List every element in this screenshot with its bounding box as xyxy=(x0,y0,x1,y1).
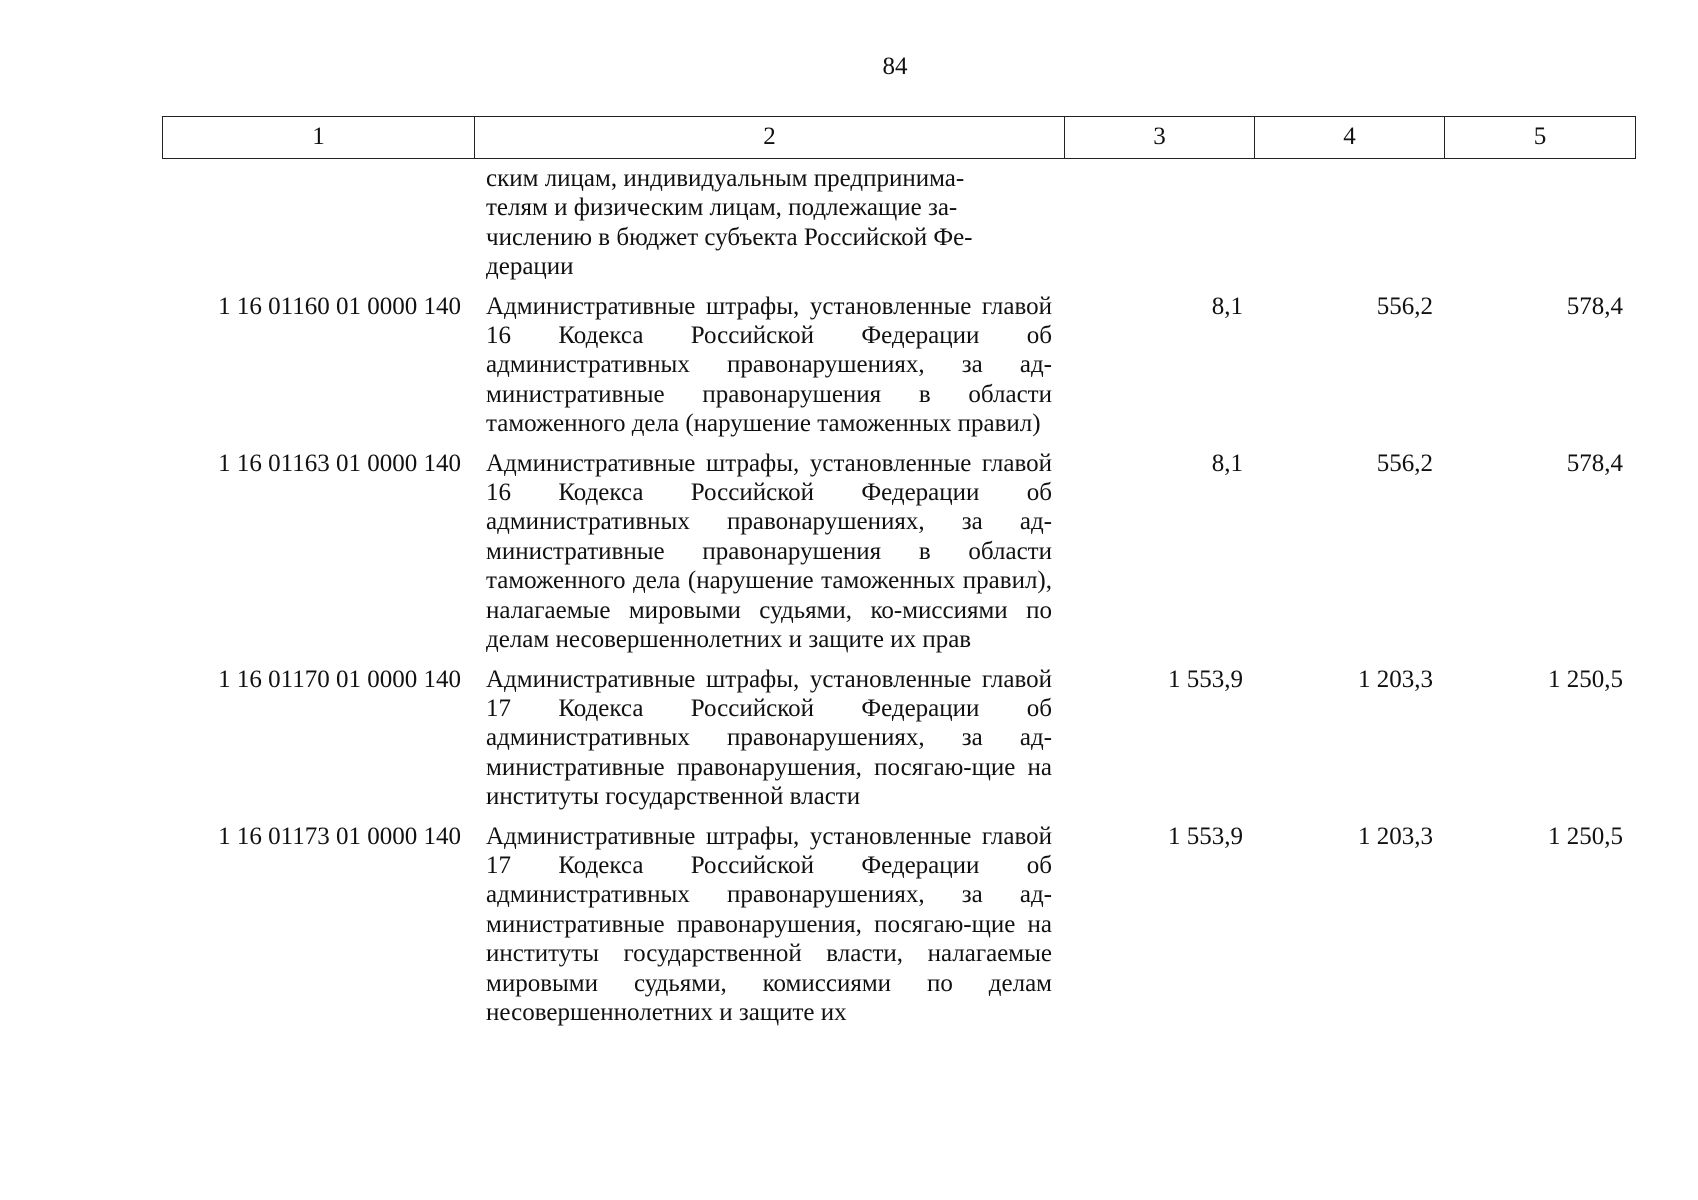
header-col-3: 3 xyxy=(1065,117,1255,158)
table-row xyxy=(162,665,1636,812)
row-value-col4: 1 203,3 xyxy=(1358,822,1433,850)
header-col-4: 4 xyxy=(1255,117,1445,158)
page-number: 84 xyxy=(882,53,908,80)
row-description: Административные штрафы, установленные главой 17 Кодекса Российской Федерации об административных правонарушениях, за ад-министративные правонарушения, посягаю-щие на институты государственной власти xyxy=(486,665,1052,811)
table-row xyxy=(162,292,1636,439)
row-code: 1 16 01173 01 0000 140 xyxy=(218,822,461,850)
row-code: 1 16 01170 01 0000 140 xyxy=(218,665,461,693)
row-value-col3: 1 553,9 xyxy=(1168,822,1243,850)
row-value-col3: 8,1 xyxy=(1211,449,1243,477)
row-value-col5: 578,4 xyxy=(1566,292,1623,320)
header-col-5: 5 xyxy=(1533,123,1547,150)
row-code: 1 16 01163 01 0000 140 xyxy=(218,449,461,477)
row-code: 1 16 01160 01 0000 140 xyxy=(218,292,461,320)
table-row xyxy=(162,449,1636,655)
table-body xyxy=(162,159,1636,1027)
table-header-row xyxy=(162,116,1636,159)
row-value-col4: 1 203,3 xyxy=(1358,665,1433,693)
header-col-2: 2 xyxy=(475,117,1065,158)
row-description: Административные штрафы, установленные главой 16 Кодекса Российской Федерации об административных правонарушениях, за ад-министративные правонарушения в области таможенного дела (нарушение таможенных правил) xyxy=(486,292,1052,438)
row-description: Административные штрафы, установленные главой 16 Кодекса Российской Федерации об административных правонарушениях, за ад-министративные правонарушения в области таможенного дела (нарушение таможенных правил), налагаемые мировыми судьями, ко-миссиями по делам несовершеннолетних и защите их прав xyxy=(486,449,1052,654)
row-description: ским лицам, индивидуальным предпринима- телям и физическим лицам, подлежащие за- числению в бюджет субъекта Российской Фе- дерации xyxy=(486,165,973,281)
row-value-col3: 1 553,9 xyxy=(1168,665,1243,693)
header-col-1: 1 xyxy=(163,117,475,158)
row-value-col5: 578,4 xyxy=(1566,449,1623,477)
row-value-col5: 1 250,5 xyxy=(1548,665,1623,693)
row-description: Административные штрафы, установленные главой 17 Кодекса Российской Федерации об административных правонарушениях, за ад-министративные правонарушения, посягаю-щие на институты государственной власти, налагаемые мировыми судьями, комиссиями по делам несовершеннолетних и защите их xyxy=(486,822,1052,1026)
table-row xyxy=(162,164,1636,282)
row-value-col5: 1 250,5 xyxy=(1548,822,1623,850)
row-value-col3: 8,1 xyxy=(1211,292,1243,320)
budget-table xyxy=(162,116,1636,1027)
row-value-col4: 556,2 xyxy=(1376,449,1433,477)
row-value-col4: 556,2 xyxy=(1376,292,1433,320)
table-row xyxy=(162,822,1636,1028)
